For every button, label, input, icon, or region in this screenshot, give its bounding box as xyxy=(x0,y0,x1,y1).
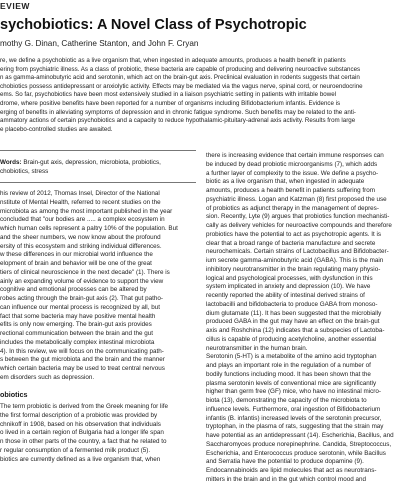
abstract-line: ems. So far, psychobiotics have been most extensively studied in a liaison psychiatric setting in patients with irritable bowel xyxy=(0,91,337,99)
body-text-line: axis and Roshchina (12) indicates that a subspecies of Lactoba- xyxy=(206,327,385,334)
body-text-line: cognitive and emotional processes can be altered by xyxy=(0,286,147,294)
keywords-top-rule xyxy=(0,150,196,151)
body-text-line: and Serratia have the potential to produce dopamine (9). xyxy=(206,458,364,466)
body-text-line: plasma serotonin levels of conventional mice are significantly xyxy=(206,379,377,387)
body-text-line: w these differences in our microbial world influence the xyxy=(0,251,153,259)
left-column-probiotics xyxy=(0,403,196,464)
body-text-line: tiers of clinical neuroscience in the next decade" (1). There is xyxy=(0,268,170,276)
body-text-line: ainly an expanding volume of evidence to support the view xyxy=(0,277,164,285)
body-text-line: sion. Recently, Lyte (9) argues that probiotics function mechanisti- xyxy=(206,213,390,221)
body-text-line: infantis (B. infantis) increased levels of the serotonin precursor, xyxy=(206,414,382,422)
body-text-line: of probiotics as adjunct therapy in the management of depres- xyxy=(206,204,379,212)
body-text-line: can influence our mental process is recognized by all, but xyxy=(0,303,160,311)
body-text-line: neurotransmitter in the human brain. xyxy=(206,344,308,352)
left-column-intro xyxy=(0,190,196,383)
abstract-line: e placebo-controlled studies are awaited. xyxy=(0,125,113,133)
abstract-line: chobiotics possess antidepressant or anxiolytic activity. Effects may be mediated via the vagus nerve, spinal cord, or neuroendocrine xyxy=(0,82,363,90)
body-text-line: tryptophan, in the plasma of rats, suggesting that the strain may xyxy=(206,423,384,431)
body-text-line: includes the metabolically complex intestinal microbiota xyxy=(0,338,155,346)
keywords-line-1: Brain-gut axis, depression, microbiota, probiotics, xyxy=(23,159,161,166)
body-text-line: Endocannabinoids are lipid molecules that act as neurotrans- xyxy=(206,467,377,474)
body-text-line: logical and psychological processes, with dysfunction in this xyxy=(206,274,373,282)
right-column xyxy=(206,152,400,485)
body-text-line: his review of 2012, Thomas Insel, Director of the National xyxy=(0,190,160,197)
body-text-line: clear that a broad range of bacteria manufacture and secrete xyxy=(206,239,376,247)
article-title: sychobiotics: A Novel Class of Psychotropic xyxy=(0,17,307,33)
body-text-line: bodily functions including mood. It has been shown that the xyxy=(206,370,371,378)
body-text-line: there is increasing evidence that certain immune responses can xyxy=(206,152,384,159)
body-text-line: be induced by dead probiotic microorganisms (7), which adds xyxy=(206,160,378,168)
body-text-line: 4). In this review, we will focus on the communicating path- xyxy=(0,347,164,355)
abstract-line: drome, where positive benefits have been reported for a number of organisms including Bifidobacterium infantis. Evidence is xyxy=(0,99,341,107)
body-text-line: robes acting through the brain-gut axis (2). That gut patho- xyxy=(0,295,163,302)
abstract-line: ering from psychiatric illness. As a class of probiotic, these bacteria are capable of producing and delivering neuroactive substances xyxy=(0,65,361,73)
body-text-line: s between the gut microbiota and the brain and the manner xyxy=(0,356,165,364)
body-text-line: have potential as an antidepressant (14). Escherichia, Bacillus, and xyxy=(206,432,394,439)
article-authors: mothy G. Dinan, Catherine Stanton, and John F. Cryan xyxy=(0,39,199,48)
body-text-line: efits is only now emerging. The brain-gut axis provides xyxy=(0,321,152,329)
body-text-line: rectional communication between the brain and the gut xyxy=(0,330,153,337)
body-text-line: cally as delivery vehicles for neuroactive compounds and therefore xyxy=(206,222,392,229)
section-heading-probiotics: obiotics xyxy=(0,390,28,399)
body-text-line: Escherichia, and Enterococcus produce serotonin, while Bacillus xyxy=(206,449,386,457)
body-text-line: recently reported the ability of intestinal derived strains of xyxy=(206,292,365,299)
body-text-line: psychiatric illness. Logan and Katzman (8) first proposed the use xyxy=(206,195,387,203)
keywords-bottom-rule xyxy=(0,182,196,183)
keywords-line-2: chobiotics, stress xyxy=(0,168,49,175)
section-label: EVIEW xyxy=(0,1,30,11)
keywords-block xyxy=(0,158,196,176)
abstract-line: n as gamma-aminobutyric acid and serotonin, which act on the brain-gut axis. Preclinical evaluation in rodents suggests that certain xyxy=(0,74,360,82)
abstract-line: ammatory actions of certain psychobiotics and a capacity to reduce hypothalamic-pituitary-adrenal axis activity. Results from large xyxy=(0,117,356,125)
abstract xyxy=(0,57,400,134)
body-text-line: nstitute of Mental Health, referred to recent studies on the xyxy=(0,198,161,206)
body-text-line: biota (13), demonstrating the capacity of the microbiota to xyxy=(206,397,367,404)
body-text-line: dium glutamate (11). It has been suggested that the microbially xyxy=(206,309,382,317)
body-text-line: which certain bacteria may be used to treat central nervous xyxy=(0,365,165,372)
body-text-line: neurochemicals. Certain strains of Lactobacillus and Bifidobacter- xyxy=(206,248,389,256)
body-text-line: probiotics have the potential to act as psychotropic agents. It is xyxy=(206,230,382,238)
body-text-line: concluded that "our bodies are ..... a complex ecosystem in xyxy=(0,216,165,224)
body-text-line: which human cells represent a paltry 10% of the population. But xyxy=(0,225,178,232)
abstract-line: re, we define a psychobiotic as a live organism that, when ingested in adequate amounts, produces a health benefit in patients xyxy=(0,57,346,64)
body-text-line: influence levels. Furthermore, oral ingestion of Bifidobacterium xyxy=(206,405,381,413)
body-text-line: biotics are currently defined as a live organism that, when xyxy=(0,455,161,463)
body-text-line: biotic as a live organism that, when ingested in adequate xyxy=(206,178,365,186)
body-text-line: mitters in the brain and in the gut which control mood and xyxy=(206,475,366,483)
abstract-line: erging of benefits in alleviating symptoms of depression and in chronic fatigue syndrome. Such benefits may be related to the anti- xyxy=(0,108,356,116)
body-text-line: fact that some bacteria may have positive mental health xyxy=(0,312,156,320)
body-text-line: The term probiotic is derived from the Greek meaning for life xyxy=(0,403,168,410)
body-text-line: amounts, produces a health benefit in patients suffering from xyxy=(206,187,375,194)
body-text-line: and the sheer numbers, we now know about the profound xyxy=(0,233,161,241)
body-text-line: Saccharomyces produce norepinephrine. Candida, Streptococcus, xyxy=(206,440,392,448)
body-text-line: em disorders such as depression. xyxy=(0,373,95,381)
body-text-line: microbiota as among the most important published in the year xyxy=(0,207,173,215)
body-text-line: inhibitory neurotransmitter in the brain regulating many physio- xyxy=(206,265,381,273)
body-text-line: n those in other parts of the country, a fact that he related to xyxy=(0,438,167,445)
body-text-line: higher than germ free (GF) mice, who have no intestinal micro- xyxy=(206,388,381,396)
body-text-line: chnikoff in 1908, based on his observation that individuals xyxy=(0,420,161,428)
body-text-line: lactobacilli and bifidobacteria to produce GABA from monoso- xyxy=(206,300,378,308)
body-text-line: Serotonin (5-HT) is a metabolite of the amino acid tryptophan xyxy=(206,353,377,361)
body-text-line: produced GABA in the gut may have an effect on the brain-gut xyxy=(206,318,380,326)
body-text-line: ersity of this ecosystem and striking individual differences. xyxy=(0,242,162,250)
body-text-line: ium secrete gamma-aminobutyric acid (GABA). This is the main xyxy=(206,257,384,264)
keywords-label: Words: xyxy=(0,159,22,166)
body-text-line: elopment of brain and behavior will be one of the great xyxy=(0,260,152,267)
body-text-line: system implicated in anxiety and depression (10). We have xyxy=(206,283,371,291)
body-text-line: r regular consumption of a fermented milk product (5). xyxy=(0,446,151,454)
body-text-line: a further layer of complexity to the issue. We define a psycho- xyxy=(206,169,379,177)
body-text-line: cillus is capable of producing acetylcholine, another essential xyxy=(206,335,377,343)
body-text-line: and plays an important role in the regulation of a number of xyxy=(206,362,371,369)
body-text-line: o lived in a certain region of Bulgaria had a longer life span xyxy=(0,429,164,437)
body-text-line: the first formal description of a probiotic was provided by xyxy=(0,411,158,419)
